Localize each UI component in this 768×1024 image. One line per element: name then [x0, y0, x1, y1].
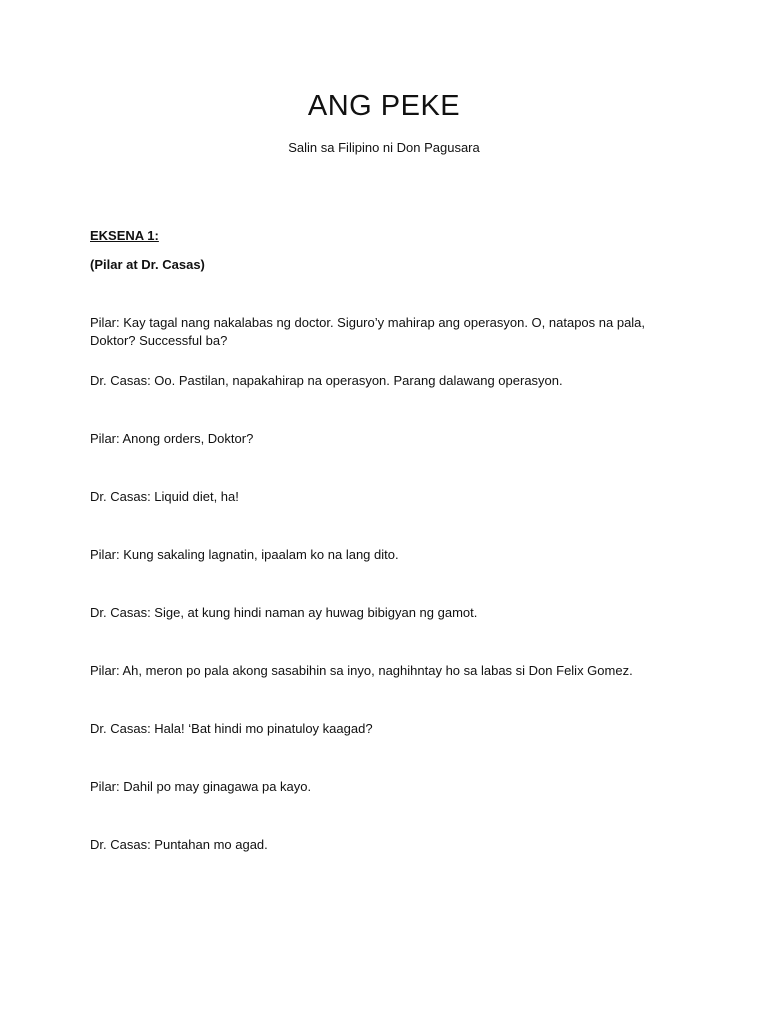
dialogue-line: Dr. Casas: Oo. Pastilan, napakahirap na operasyon. Parang dalawang operasyon. [90, 373, 563, 388]
document-title: ANG PEKE [307, 90, 461, 122]
dialogue-list [90, 314, 690, 894]
dialogue-line: Pilar: Kay tagal nang nakalabas ng doctor. Siguro’y mahirap ang operasyon. O, natapos na pala, Doktor? Successful ba? [90, 315, 646, 348]
dialogue-line: Pilar: Dahil po may ginagawa pa kayo. [90, 779, 312, 794]
document-subtitle: Salin sa Filipino ni Don Pagusara [288, 140, 480, 155]
dialogue-line: Dr. Casas: Sige, at kung hindi naman ay huwag bibigyan ng gamot. [90, 605, 478, 620]
dialogue-line: Pilar: Kung sakaling lagnatin, ipaalam ko na lang dito. [90, 547, 399, 562]
dialogue-line: Pilar: Ah, meron po pala akong sasabihin sa inyo, naghihntay ho sa labas si Don Felix Gomez. [90, 663, 633, 678]
dialogue-line: Dr. Casas: Hala! ‘Bat hindi mo pinatuloy kaagad? [90, 721, 373, 736]
dialogue-line: Dr. Casas: Puntahan mo agad. [90, 837, 268, 852]
scene-heading: EKSENA 1: [90, 228, 159, 243]
scene-characters-note: (Pilar at Dr. Casas) [90, 257, 205, 272]
dialogue-line: Pilar: Anong orders, Doktor? [90, 431, 254, 446]
dialogue-line: Dr. Casas: Liquid diet, ha! [90, 489, 239, 504]
